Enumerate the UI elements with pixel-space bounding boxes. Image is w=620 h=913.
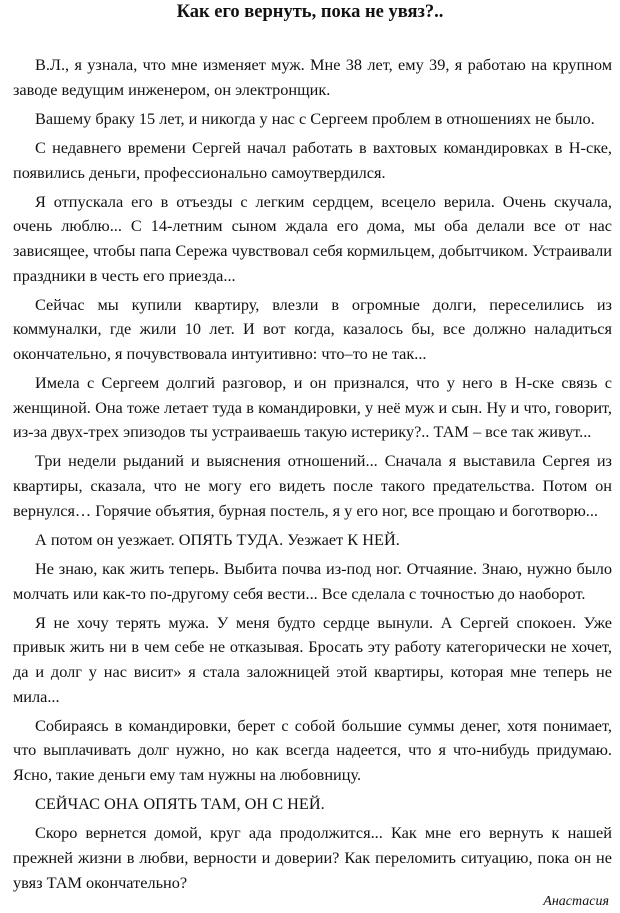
paragraph: Сейчас мы купили квартиру, влезли в огромные долги, переселились из коммуналки, где жили 10 лет. И вот когда, казалось бы, все должно наладиться окончательно, я почувствовала интуитивно: что–то не так... — [13, 294, 612, 363]
paragraph: Не знаю, как жить теперь. Выбита почва из-под ног. Отчаяние. Знаю, нужно было молчать или как-то по-другому себя вести... Все сделала с точностью до наоборот. — [13, 559, 612, 603]
paragraph: Имела с Сергеем долгий разговор, и он признался, что у него в Н-ске связь с женщиной. Она тоже летает туда в командировки, у неё муж и сын. Ну и что, говорит, из-за двух-трех эпизодов ты устраиваешь такую истерику?.. ТАМ – все так живут... — [13, 373, 612, 442]
paragraph: Скоро вернется домой, круг ада продолжится... Как мне его вернуть к нашей прежней жизни в любви, верности и доверии? Как переломить ситуацию, пока он не увяз ТАМ окончательно? — [13, 823, 612, 892]
paragraph: Три недели рыданий и выяснения отношений... Сначала я выставила Сергея из квартиры, сказала, что не могу его видеть после такого предательства. Потом он вернулся… Горячие объятия, бурная постель, я у его ног, все прощаю и боготворю... — [13, 451, 612, 520]
article-title: Как его вернуть, пока не увяз?.. — [176, 2, 444, 22]
article-body — [13, 53, 612, 900]
paragraph: А потом он уезжает. ОПЯТЬ ТУДА. Уезжает К НЕЙ. — [35, 529, 400, 549]
paragraph: СЕЙЧАС ОНА ОПЯТЬ ТАМ, ОН С НЕЙ. — [35, 794, 325, 814]
author-signature: Анастасия — [543, 894, 609, 909]
paragraph: Я отпускала его в отъезды с легким сердцем, всецело верила. Очень скучала, очень люблю... С 14-летним сыном ждала его дома, мы оба делали все от нас зависящее, чтобы папа Сережа чувствовал себя кормильцем, добытчиком. Устраивали праздники в честь его приезда... — [13, 191, 612, 285]
paragraph: В.Л., я узнала, что мне изменяет муж. Мне 38 лет, ему 39, я работаю на крупном заводе ведущим инженером, он электронщик. — [13, 55, 612, 99]
paragraph: Собираясь в командировки, берет с собой большие суммы денег, хотя понимает, что выплачивать долг нужно, но как всегда надеется, что я что-нибудь придумаю. Ясно, такие деньги ему там нужны на любовницу. — [13, 715, 612, 784]
paragraph: Я не хочу терять мужа. У меня будто сердце вынули. А Сергей спокоен. Уже привык жить ни в чем себе не отказывая. Бросать эту работу категорически не хочет, да и долг у нас висит» я стала заложницей этой квартиры, которая мне теперь не мила... — [13, 612, 612, 706]
paragraph: Вашему браку 15 лет, и никогда у нас с Сергеем проблем в отношениях не было. — [35, 108, 595, 128]
paragraph: С недавнего времени Сергей начал работать в вахтовых командировках в Н-ске, появились деньги, профессионально самоутвердился. — [13, 137, 612, 182]
